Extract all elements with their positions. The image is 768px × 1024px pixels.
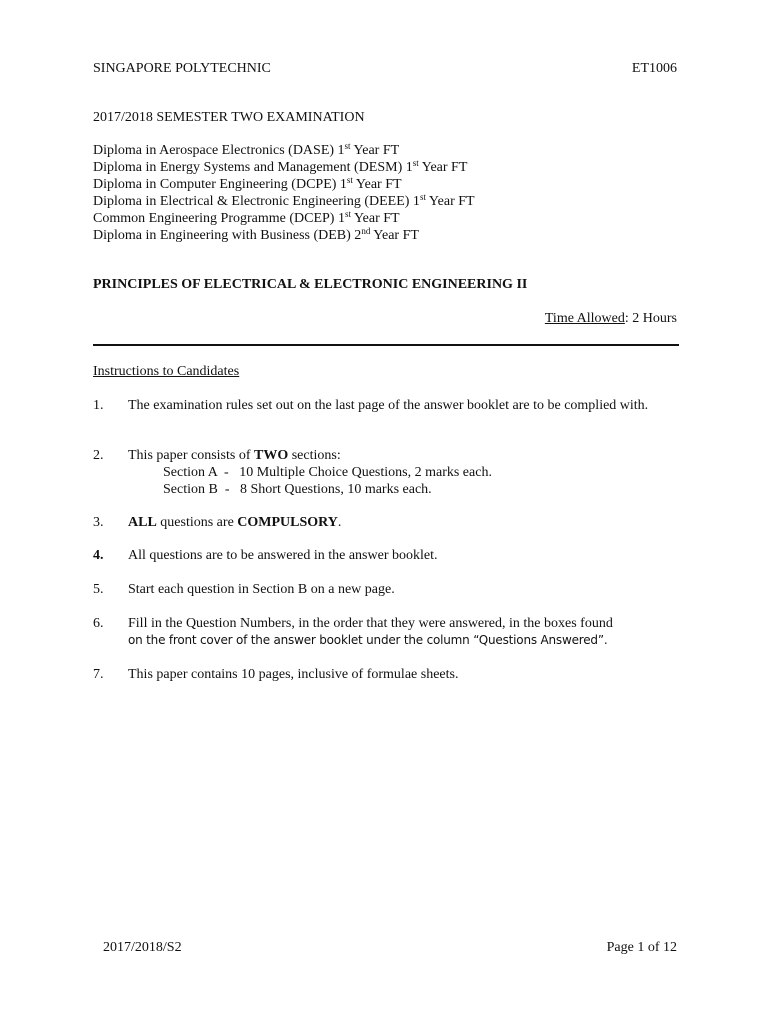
page-number: Page 1 of 12: [606, 940, 677, 955]
diploma-item: Common Engineering Programme (DCEP) 1st Year FT: [93, 209, 400, 226]
instruction-item: 5. Start each question in Section B on a new page.: [93, 582, 395, 597]
diploma-item: Diploma in Electrical & Electronic Engineering (DEEE) 1st Year FT: [93, 192, 475, 209]
course-title: PRINCIPLES OF ELECTRICAL & ELECTRONIC ENGINEERING II: [93, 277, 528, 292]
header-divider: [93, 344, 679, 346]
diploma-item: Diploma in Energy Systems and Management (DESM) 1st Year FT: [93, 158, 468, 175]
institution-name: SINGAPORE POLYTECHNIC: [93, 61, 271, 76]
instruction-item: 2. This paper consists of TWO sections: Section A - 10 Multiple Choice Questions, 2 marks each. Section B - 8 Short Questions, 10 marks each.: [93, 447, 683, 498]
section-a-line: Section A - 10 Multiple Choice Questions, 2 marks each.: [163, 465, 492, 480]
section-b-line: Section B - 8 Short Questions, 10 marks each.: [163, 482, 432, 497]
time-allowed-value: : 2 Hours: [624, 311, 677, 326]
time-allowed: [545, 310, 677, 327]
diploma-item: Diploma in Engineering with Business (DEB) 2nd Year FT: [93, 226, 419, 243]
diploma-list: [93, 142, 475, 244]
instruction-item: 3. ALL questions are COMPULSORY.: [93, 515, 342, 530]
instruction-item: 4. All questions are to be answered in the answer booklet.: [93, 548, 438, 563]
exam-title: 2017/2018 SEMESTER TWO EXAMINATION: [93, 110, 365, 125]
module-code: ET1006: [631, 61, 677, 76]
diploma-item: Diploma in Aerospace Electronics (DASE) 1st Year FT: [93, 141, 400, 158]
instruction-item: 6. Fill in the Question Numbers, in the order that they were answered, in the boxes found on the front cover of the answer booklet under the column “Questions Answered”.: [93, 616, 613, 647]
footer-semester: 2017/2018/S2: [103, 940, 182, 955]
instructions-heading: Instructions to Candidates: [93, 364, 240, 379]
instruction-item: 7. This paper contains 10 pages, inclusive of formulae sheets.: [93, 667, 459, 682]
diploma-item: Diploma in Computer Engineering (DCPE) 1st Year FT: [93, 175, 402, 192]
time-allowed-label: Time Allowed: [544, 311, 625, 326]
instruction-item: 1. The examination rules set out on the last page of the answer booklet are to be complied with.: [93, 398, 649, 413]
